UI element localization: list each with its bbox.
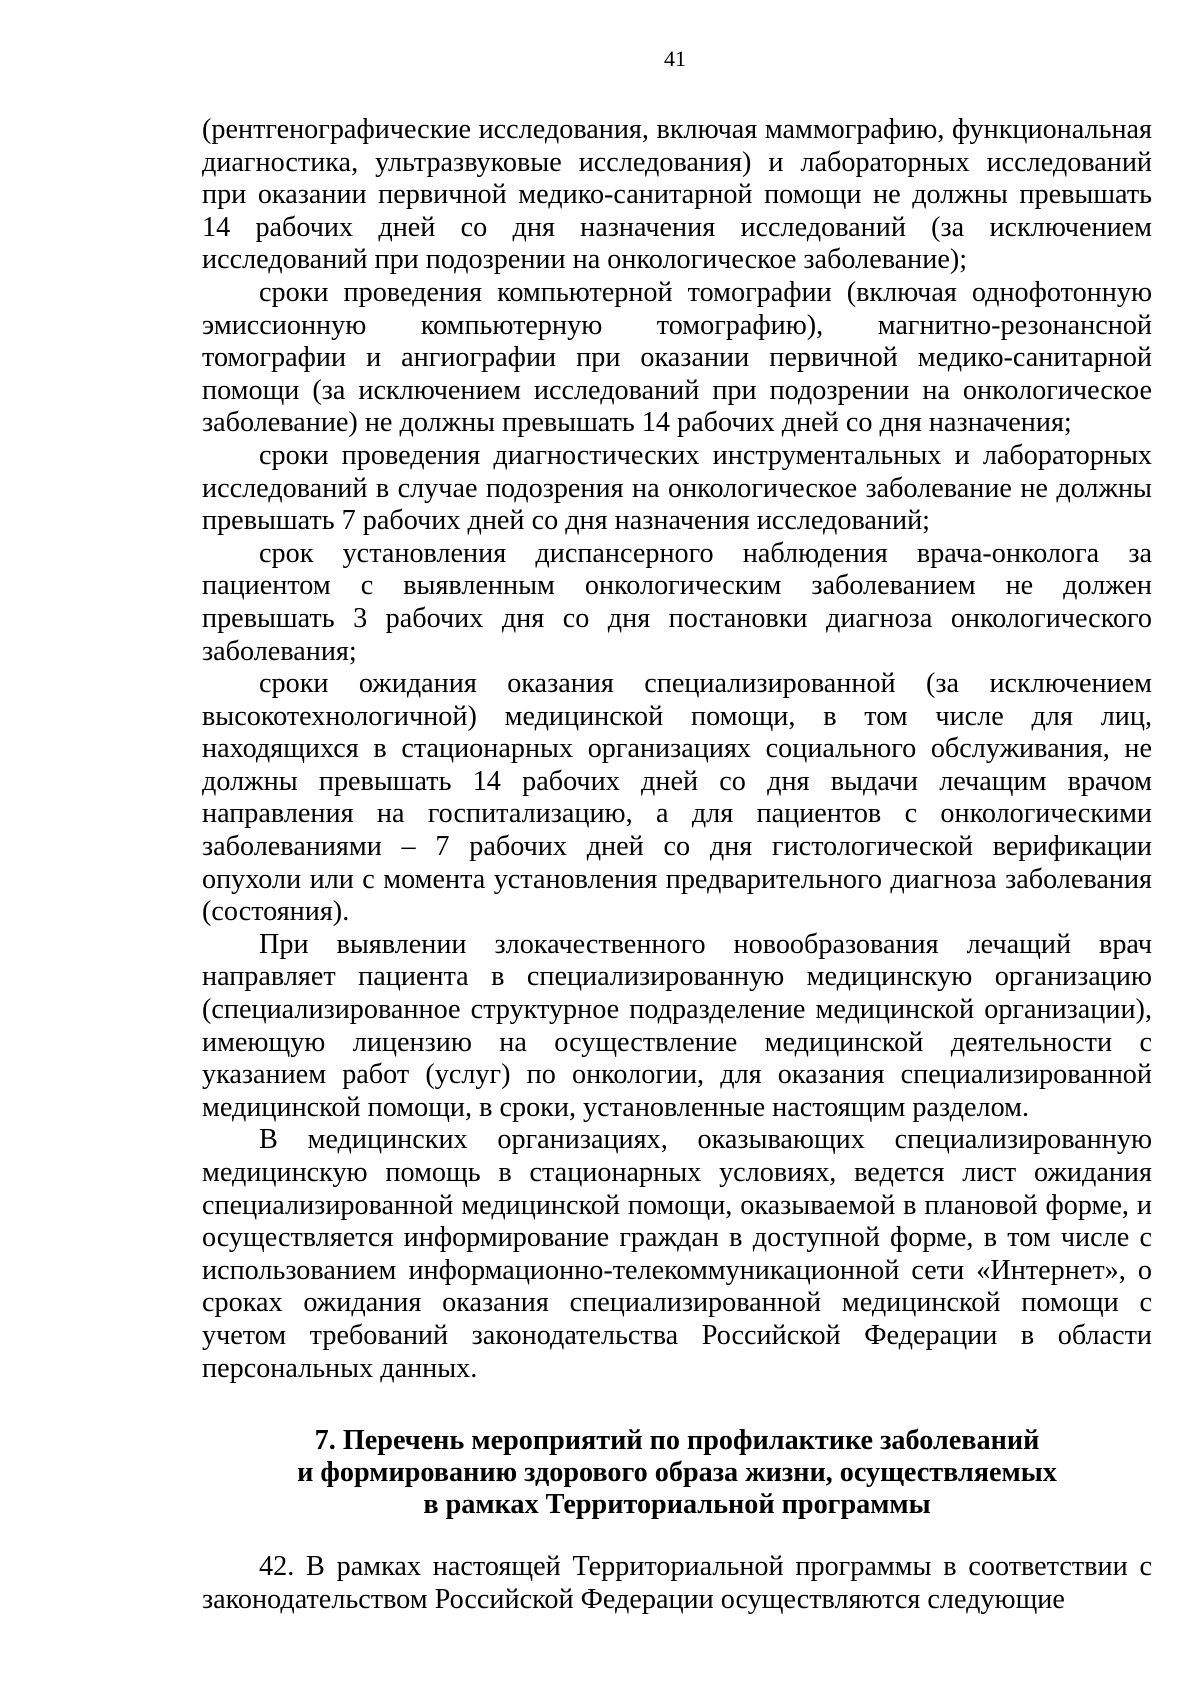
- paragraph-1: [202, 114, 1152, 277]
- text-line: заболевания;: [202, 635, 357, 667]
- text-line: должны превышать 14 рабочих дней со дня выдачи лечащим врачом: [202, 765, 1152, 797]
- text-line: 42. В рамках настоящей Территориальной программы в соответствии с: [259, 1551, 1152, 1583]
- text-line: функциональная диагностика, ультразвуковые исследования) и лабораторных: [202, 114, 1153, 178]
- text-line: и осуществляется информирование граждан в доступной форме, в том числе: [202, 1189, 1153, 1254]
- section-heading-line-1: 7. Перечень мероприятий по профилактике заболеваний: [314, 1425, 1040, 1457]
- text-line: исследований в случае подозрения на онкологическое заболевание не: [202, 472, 1048, 504]
- text-line: должны превышать 7 рабочих дней со дня назначения исследований;: [202, 472, 1152, 537]
- text-line: заболевания (состояния).: [202, 863, 1153, 928]
- text-line: сроки ожидания оказания специализированной (за исключением: [259, 668, 1152, 700]
- page-number: 41: [664, 46, 686, 71]
- document-body: [202, 114, 1152, 1616]
- text-line: заболевание) не должны превышать 14 рабочих дней со дня назначения;: [202, 407, 1072, 439]
- paragraph-3: [202, 440, 1152, 538]
- text-line: сроки проведения диагностических инструментальных и лабораторных: [259, 439, 1152, 471]
- text-line: указанием работ (услуг) по онкологии, для оказания специализированной: [202, 1059, 1152, 1091]
- text-line: превышать 3 рабочих дня со дня постановки диагноза онкологического: [202, 602, 1152, 634]
- text-line: находящихся в стационарных организациях социального обслуживания, не: [202, 733, 1152, 765]
- text-line: помощи (за исключением исследований при подозрении на онкологическое: [202, 374, 1152, 406]
- text-line: срок установления диспансерного наблюдения врача-онколога за: [259, 537, 1152, 569]
- text-line: с использованием информационно-телекоммуникационной сети «Интернет»,: [202, 1222, 1153, 1286]
- text-line: (рентгенографические исследования, включая маммографию,: [202, 114, 945, 145]
- text-line: медицинскую помощь в стационарных условиях, ведется лист ожидания: [202, 1157, 1152, 1188]
- section-heading-line-3: в рамках Территориальной программы: [423, 1489, 931, 1521]
- text-line: эмиссионную компьютерную томографию), магнитно-резонансной: [202, 309, 1152, 341]
- text-line: томографии и ангиографии при оказании первичной медико-санитарной: [202, 342, 1152, 374]
- section-heading: [202, 1425, 1152, 1521]
- text-line: персональных данных.: [202, 1352, 478, 1384]
- text-line: В медицинских организациях, оказывающих специализированную: [259, 1124, 1152, 1156]
- text-line: о сроках ожидания оказания специализированной медицинской помощи с: [202, 1254, 1153, 1319]
- section-heading-line-2: и формированию здорового образа жизни, осуществляемых: [297, 1457, 1057, 1489]
- text-line: законодательством Российской Федерации осуществляются следующие: [202, 1583, 1065, 1615]
- paragraph-42: [202, 1551, 1152, 1616]
- text-line: направляет пациента в специализированную медицинскую организацию: [202, 961, 1152, 993]
- text-line: должны превышать 14 рабочих дней со дня назначения исследований (за: [202, 179, 1152, 243]
- text-line: учетом требований законодательства Российской Федерации в области: [202, 1319, 1152, 1351]
- text-line: опухоли или с момента установления предварительного диагноза: [202, 863, 997, 895]
- text-line: (специализированное структурное подразделение медицинской организации),: [202, 994, 1152, 1026]
- text-line: пациентом с выявленным онкологическим заболеванием не должен: [202, 570, 1152, 602]
- paragraph-4: [202, 538, 1152, 668]
- text-line: специализированной медицинской помощи, оказываемой в плановой форме,: [202, 1189, 1129, 1221]
- text-line: медицинской помощи, в сроки, установленные настоящим разделом.: [202, 1091, 1030, 1123]
- text-line: заболеваниями – 7 рабочих дней со дня гистологической верификации: [202, 831, 1152, 863]
- text-line: При выявлении злокачественного новообразования лечащий врач: [259, 928, 1152, 960]
- text-line: направления на госпитализацию, а для пациентов с онкологическими: [202, 798, 1152, 830]
- text-line: имеющую лицензию на осуществление медицинской деятельности с: [202, 1026, 1152, 1058]
- paragraph-5: [202, 668, 1152, 929]
- text-line: исключением исследований при подозрении на онкологическое заболевание);: [202, 211, 1153, 276]
- text-line: исследований при оказании первичной медико-санитарной помощи не: [202, 146, 1153, 211]
- paragraph-6: [202, 929, 1152, 1125]
- paragraph-7: [202, 1124, 1152, 1385]
- paragraph-2: [202, 277, 1152, 440]
- text-line: высокотехнологичной) медицинской помощи, в том числе для лиц,: [202, 700, 1152, 732]
- text-line: сроки проведения компьютерной томографии (включая однофотонную: [259, 276, 1152, 308]
